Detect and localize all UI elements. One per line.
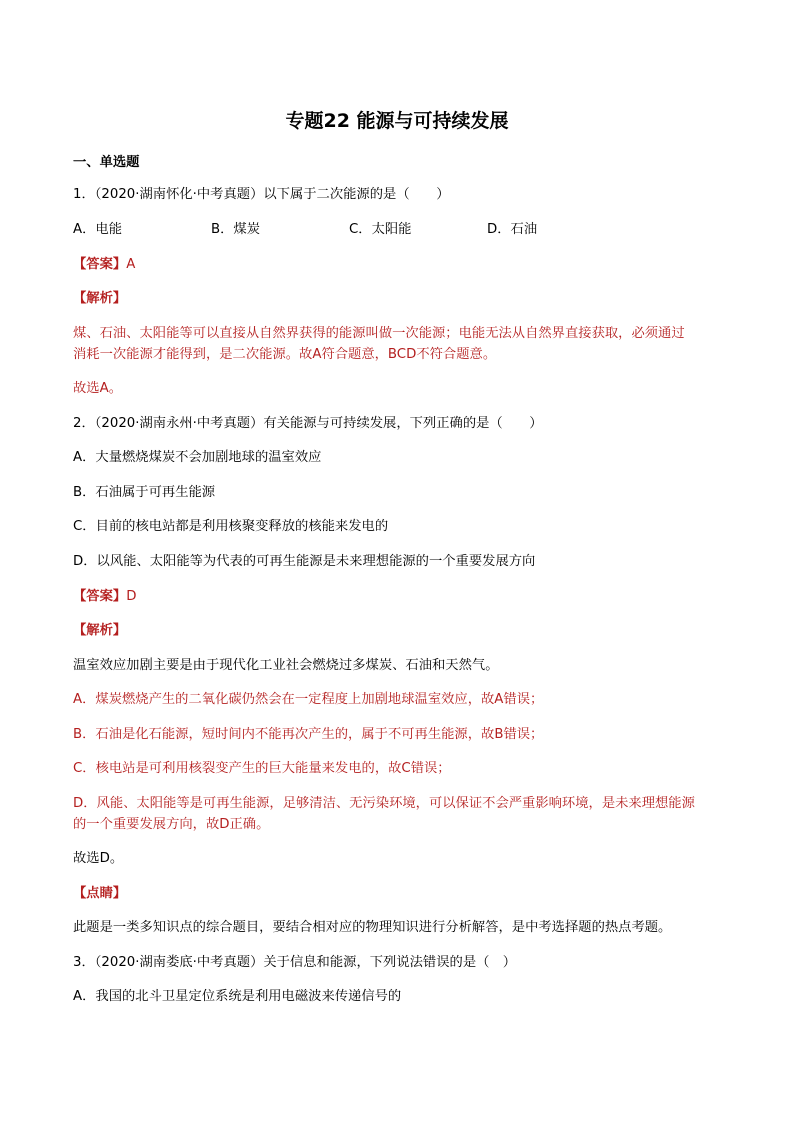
- q1-option-d: D．石油: [487, 222, 538, 237]
- answer-label: 【答案】: [73, 589, 127, 604]
- q1-option-a: A．电能: [73, 222, 122, 237]
- q1-option-c: C．太阳能: [349, 222, 412, 237]
- q2-option-c: C．目前的核电站都是利用核聚变释放的核能来发电的: [73, 519, 389, 534]
- q2-answer: [73, 588, 136, 606]
- q1-stem: 1．（2020·湖南怀化·中考真题）以下属于二次能源的是（ ）: [73, 187, 450, 202]
- q1-conclusion: 故选A。: [73, 381, 122, 396]
- q1-analysis-label: 【解析】: [73, 291, 127, 306]
- q2-comment: 此题是一类多知识点的综合题目，要结合相对应的物理知识进行分析解答，是中考选择题的热点考题。: [73, 920, 672, 935]
- q2-option-d: D．以风能、太阳能等为代表的可再生能源是未来理想能源的一个重要发展方向: [73, 554, 536, 569]
- q2-analysis-c: C．核电站是可利用核裂变产生的巨大能量来发电的，故C错误；: [73, 761, 451, 776]
- q2-option-a: A．大量燃烧煤炭不会加剧地球的温室效应: [73, 450, 322, 465]
- section-heading: 一、单选题: [73, 155, 140, 170]
- answer-value: D: [126, 589, 137, 604]
- q1-answer: [73, 256, 135, 274]
- q2-analysis-intro: 温室效应加剧主要是由于现代化工业社会燃烧过多煤炭、石油和天然气。: [73, 658, 499, 673]
- q2-conclusion: 故选D。: [73, 851, 124, 866]
- q1-option-b: B．煤炭: [211, 222, 261, 237]
- q3-option-a: A．我国的北斗卫星定位系统是利用电磁波来传递信号的: [73, 989, 402, 1004]
- q3-stem: 3．（2020·湖南娄底·中考真题）关于信息和能源，下列说法错误的是（ ）: [73, 955, 517, 970]
- q1-analysis-line: 消耗一次能源才能得到，是二次能源。故A符合题意，BCD不符合题意。: [73, 347, 497, 362]
- q2-analysis-d: 的一个重要发展方向，故D正确。: [73, 817, 270, 832]
- answer-label: 【答案】: [73, 257, 127, 272]
- q2-option-b: B．石油属于可再生能源: [73, 485, 216, 500]
- q2-comment-label: 【点睛】: [73, 886, 127, 901]
- q1-analysis-line: 煤、石油、太阳能等可以直接从自然界获得的能源叫做一次能源；电能无法从自然界直接获取，必须通过: [73, 326, 685, 341]
- q2-analysis-d: D．风能、太阳能等是可再生能源，足够清洁、无污染环境，可以保证不会严重影响环境，是未来理想能源: [73, 796, 695, 811]
- q2-stem: 2．（2020·湖南永州·中考真题）有关能源与可持续发展，下列正确的是（ ）: [73, 416, 543, 431]
- q2-analysis-a: A．煤炭燃烧产生的二氧化碳仍然会在一定程度上加剧地球温室效应，故A错误；: [73, 692, 544, 707]
- q2-analysis-b: B．石油是化石能源，短时间内不能再次产生的，属于不可再生能源，故B错误；: [73, 727, 544, 742]
- q2-analysis-label: 【解析】: [73, 623, 127, 638]
- answer-value: A: [126, 257, 136, 272]
- page-title: 专题22 能源与可持续发展: [285, 110, 509, 132]
